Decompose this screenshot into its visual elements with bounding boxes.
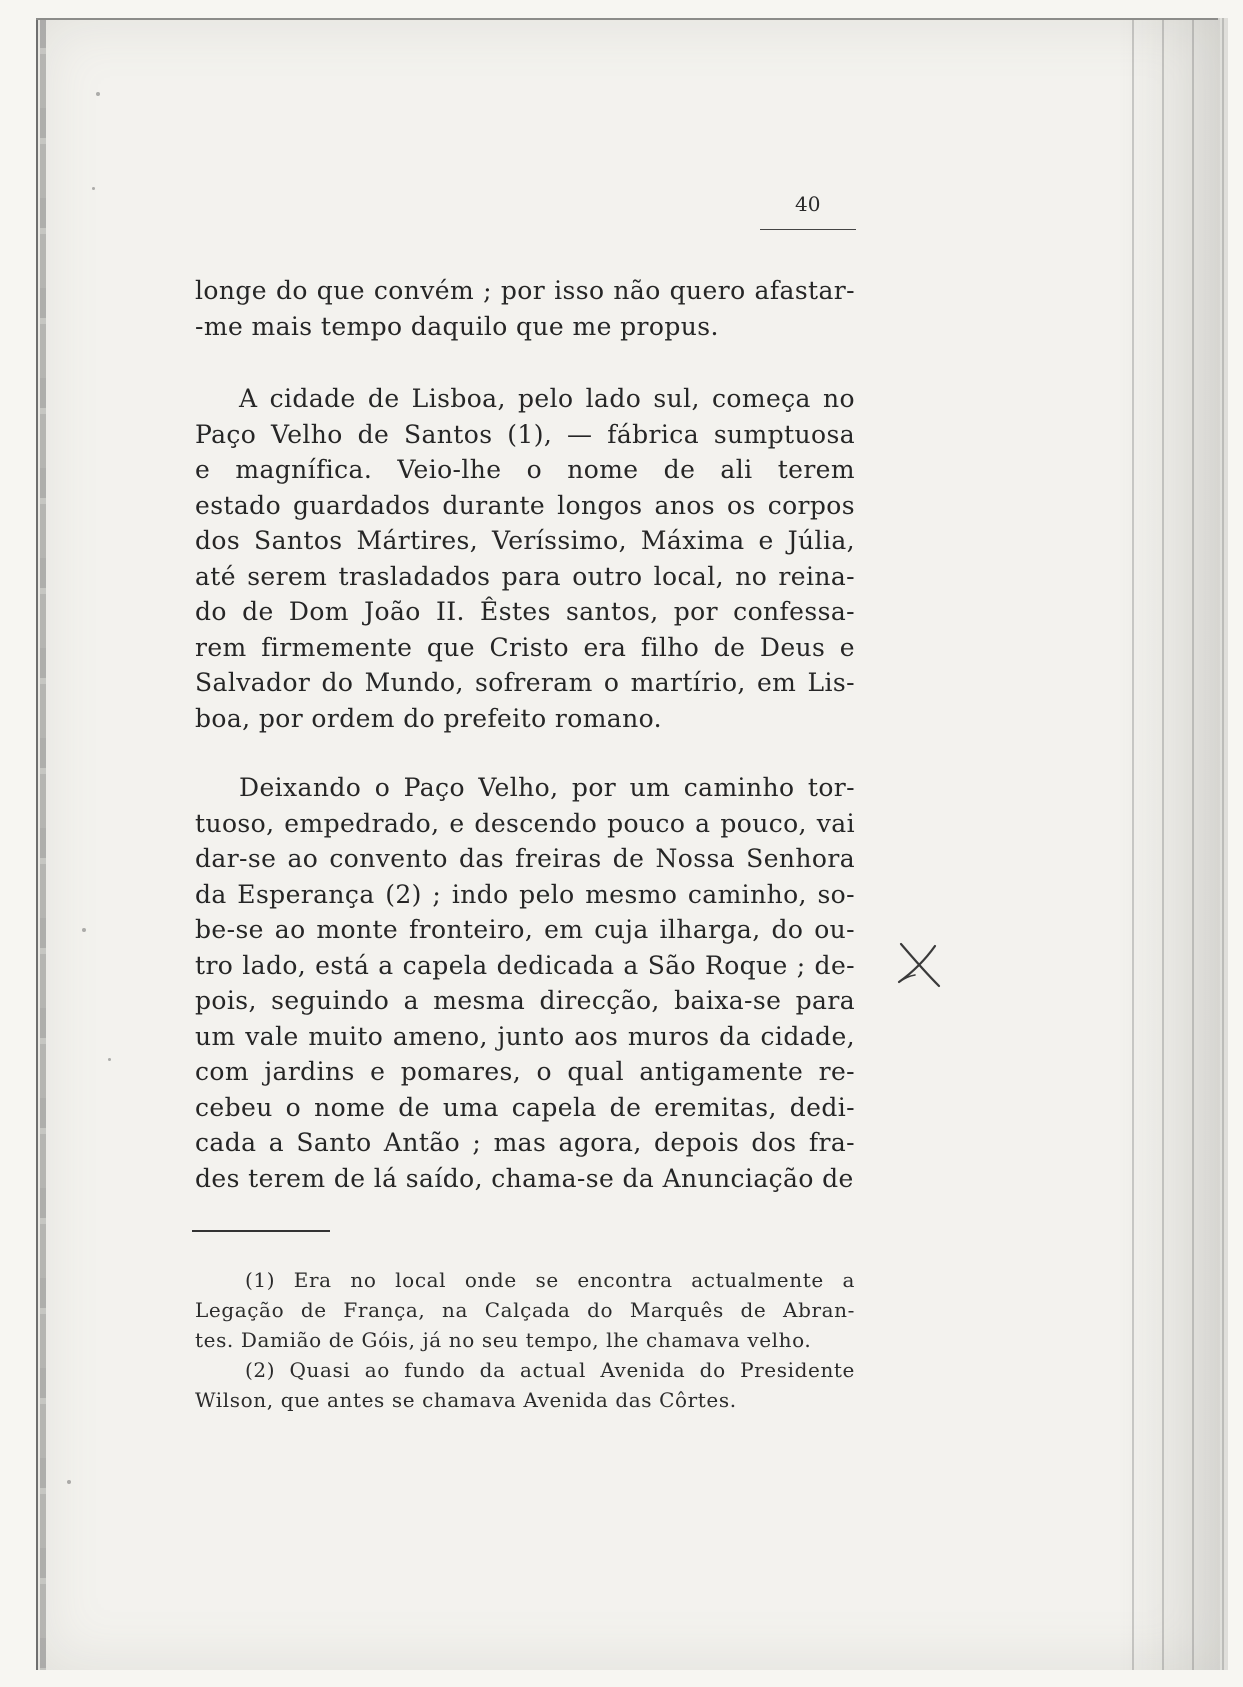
text-line: com jardins e pomares, o qual antigamente re- xyxy=(195,1057,855,1086)
scan-edge-right xyxy=(1118,18,1228,1670)
scan-speck xyxy=(96,92,100,96)
text-line: A cidade de Lisboa, pelo lado sul, começa no xyxy=(239,384,855,413)
text-line: des terem de lá saído, chama-se da Anunciação de xyxy=(195,1163,854,1193)
footnote-line: (1) Era no local onde se encontra actualmente a xyxy=(245,1268,855,1292)
footnote-1 xyxy=(195,1265,855,1355)
scan-speck xyxy=(92,187,95,190)
text-line: pois, seguindo a mesma direcção, baixa-se para xyxy=(195,986,855,1015)
text-line: tuoso, empedrado, e descendo pouco a pouco, vai xyxy=(195,808,855,838)
scan-speck xyxy=(108,1058,111,1061)
text-line: e magnífica. Veio-lhe o nome de ali terem xyxy=(195,455,855,484)
handwritten-x-mark xyxy=(895,940,945,990)
page-number-underline xyxy=(760,229,856,230)
scan-edge-left xyxy=(40,18,46,1670)
text-line: be-se ao monte fronteiro, em cuja ilharga, do ou- xyxy=(195,915,855,944)
footnote-separator xyxy=(192,1230,330,1232)
text-line: do de Dom João II. Êstes santos, por confessa- xyxy=(195,597,855,626)
text-line: cada a Santo Antão ; mas agora, depois dos fra- xyxy=(195,1128,855,1157)
text-line: Salvador do Mundo, sofreram o martírio, em Lis- xyxy=(195,668,855,697)
paragraph-2 xyxy=(195,381,855,736)
text-line: dos Santos Mártires, Veríssimo, Máxima e Júlia, xyxy=(195,526,855,555)
scan-speck xyxy=(67,1480,71,1484)
footnote-line: Wilson, que antes se chamava Avenida das Côrtes. xyxy=(195,1388,737,1412)
text-line: Paço Velho de Santos (1), — fábrica sumptuosa xyxy=(195,419,855,449)
text-line: Deixando o Paço Velho, por um caminho tor- xyxy=(239,773,855,802)
text-line: cebeu o nome de uma capela de eremitas, dedi- xyxy=(195,1092,855,1122)
text-line: -me mais tempo daquilo que me propus. xyxy=(195,311,719,341)
text-line: longe do que convém ; por isso não quero afastar- xyxy=(195,276,855,305)
footnote-line: Legação de França, na Calçada do Marquês de Abran- xyxy=(195,1298,855,1322)
footnote-2 xyxy=(195,1355,855,1415)
scan-speck xyxy=(82,928,86,932)
paragraph-1 xyxy=(195,273,855,344)
text-line: rem firmemente que Cristo era filho de Deus e xyxy=(195,632,855,662)
text-line: até serem trasladados para outro local, no reina- xyxy=(195,561,855,591)
page-top-edge xyxy=(36,18,1218,20)
text-line: da Esperança (2) ; indo pelo mesmo caminho, so- xyxy=(195,879,855,909)
text-line: boa, por ordem do prefeito romano. xyxy=(195,703,662,733)
paragraph-3 xyxy=(195,770,855,1196)
text-line: estado guardados durante longos anos os corpos xyxy=(195,490,855,520)
page-number: 40 xyxy=(795,192,821,216)
text-line: um vale muito ameno, junto aos muros da cidade, xyxy=(195,1021,855,1051)
footnote-line: tes. Damião de Góis, já no seu tempo, lhe chamava velho. xyxy=(195,1328,812,1352)
footnote-line: (2) Quasi ao fundo da actual Avenida do Presidente xyxy=(245,1358,855,1382)
text-line: tro lado, está a capela dedicada a São Roque ; de- xyxy=(195,950,855,980)
text-line: dar-se ao convento das freiras de Nossa Senhora xyxy=(195,844,855,873)
